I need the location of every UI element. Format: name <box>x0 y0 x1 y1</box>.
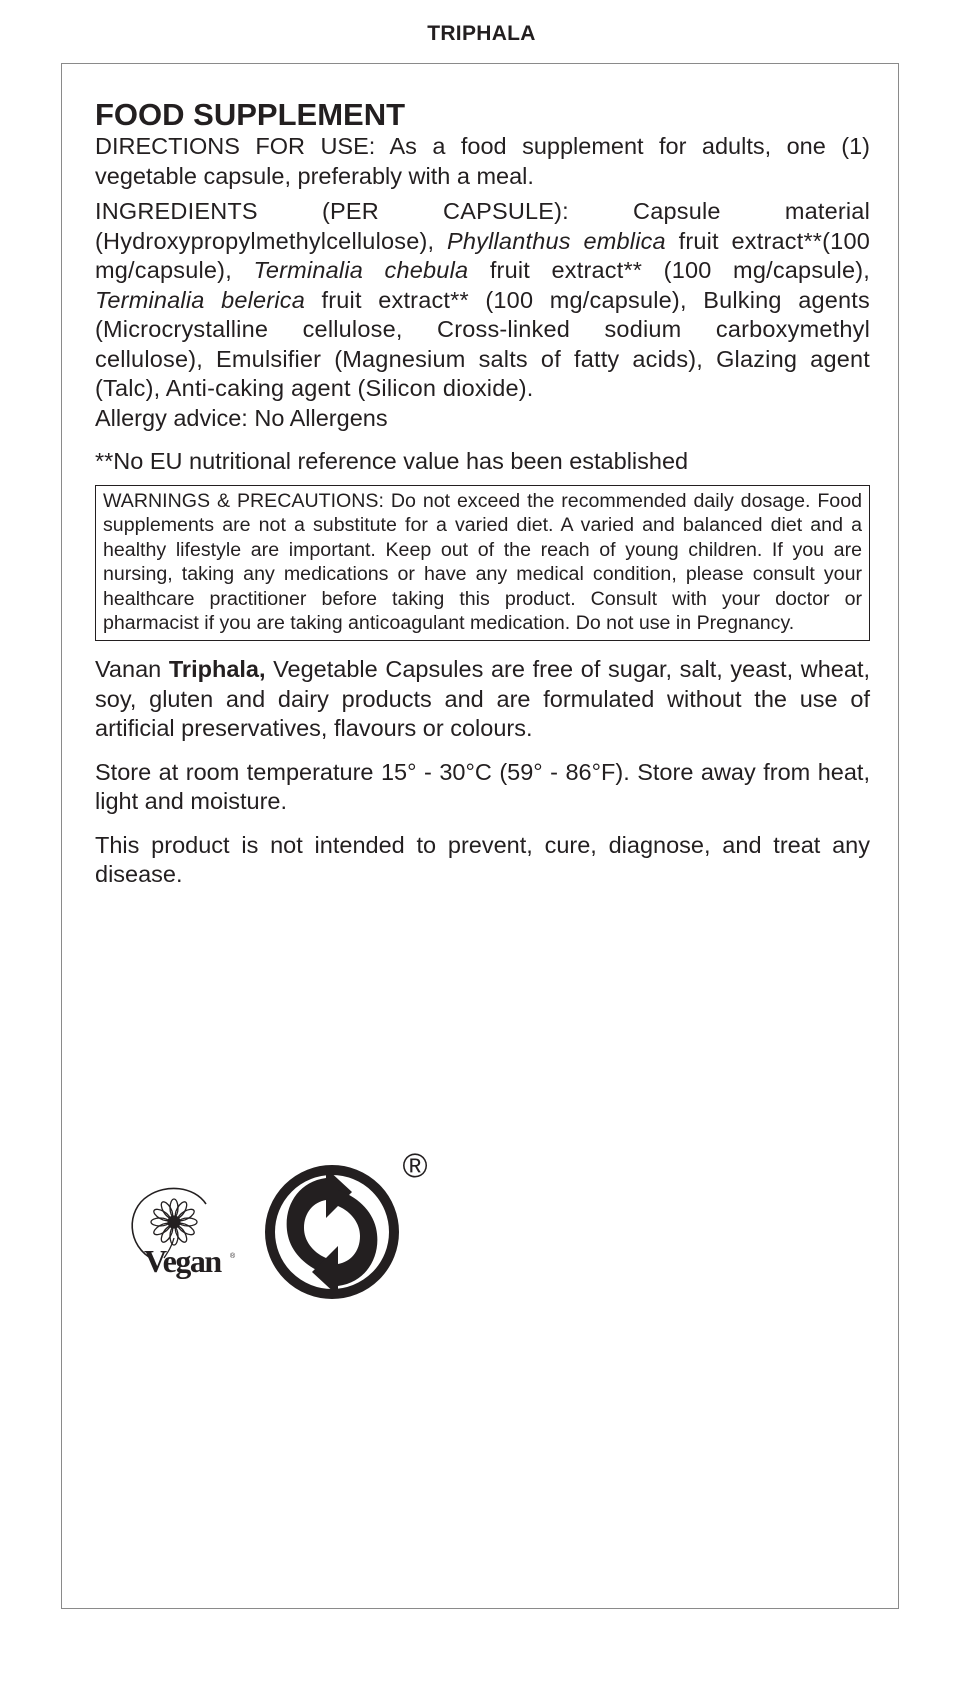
product-title: TRIPHALA <box>427 22 536 45</box>
vegan-wordmark: Vegan <box>144 1243 221 1279</box>
product-name: Triphala, <box>168 656 266 683</box>
green-dot-recycling-icon <box>262 1162 402 1302</box>
species-terminalia-chebula: Terminalia chebula <box>253 257 469 283</box>
ingredients-text <box>95 197 870 404</box>
vegan-sunflower-icon <box>124 1182 242 1288</box>
ingredients-part-2: fruit extract** (100 mg/capsule), <box>468 257 870 283</box>
svg-text:®: ® <box>230 1253 236 1260</box>
allergy-advice: Allergy advice: No Allergens <box>95 404 388 431</box>
warnings-box: WARNINGS & PRECAUTIONS: Do not exceed the recommended daily dosage. Food supplements are not a substitute for a varied diet. A varied and balanced diet and a healthy lifestyle are important. Keep out of the reach of young children. If you are nursing, taking any medications or have any medical condition, please consult your healthcare practitioner before taking this product. Consult with your doctor or pharmacist if you are taking anticoagulant medication. Do not use in Pregnancy. <box>95 485 870 642</box>
certification-logos <box>124 1147 444 1310</box>
ingredients-lead: INGREDIENTS (PER CAPSULE): Capsule material (Hydroxypropylmethylcellulose), <box>95 198 870 254</box>
storage-instructions: Store at room temperature 15° - 30°C (59° - 86°F). Store away from heat, light and moisture. <box>95 758 870 815</box>
brand-name: Vanan <box>95 656 169 683</box>
ingredients-part-3: fruit extract** (100 mg/capsule), Bulking agents (Microcrystalline cellulose, Cross-linked sodium carboxymethyl cellulose), Emulsifier (Magnesium salts of fatty acids), Glazing agent (Talc), Anti-caking agent (Silicon dioxide). <box>95 286 870 401</box>
registered-trademark-mark: ® <box>402 1147 428 1185</box>
label-content <box>95 98 870 904</box>
nrv-note: **No EU nutritional reference value has been established <box>95 448 689 474</box>
section-heading: FOOD SUPPLEMENT <box>95 97 406 132</box>
free-from-text: Vegetable Capsules are free of sugar, salt, yeast, wheat, soy, gluten and dairy products and are formulated without the use of artificial preservatives, flavours or colours. <box>95 656 870 742</box>
free-from-statement <box>95 655 870 744</box>
label-panel <box>61 63 899 1609</box>
directions-for-use: DIRECTIONS FOR USE: As a food supplement for adults, one (1) vegetable capsule, preferably with a meal. <box>95 133 870 189</box>
ingredients-part-1: fruit extract**(100 mg/capsule), <box>95 227 870 283</box>
species-phyllanthus: Phyllanthus emblica <box>447 227 666 254</box>
species-terminalia-belerica: Terminalia belerica <box>95 286 305 313</box>
disclaimer: This product is not intended to prevent, cure, diagnose, and treat any disease. <box>95 831 870 888</box>
